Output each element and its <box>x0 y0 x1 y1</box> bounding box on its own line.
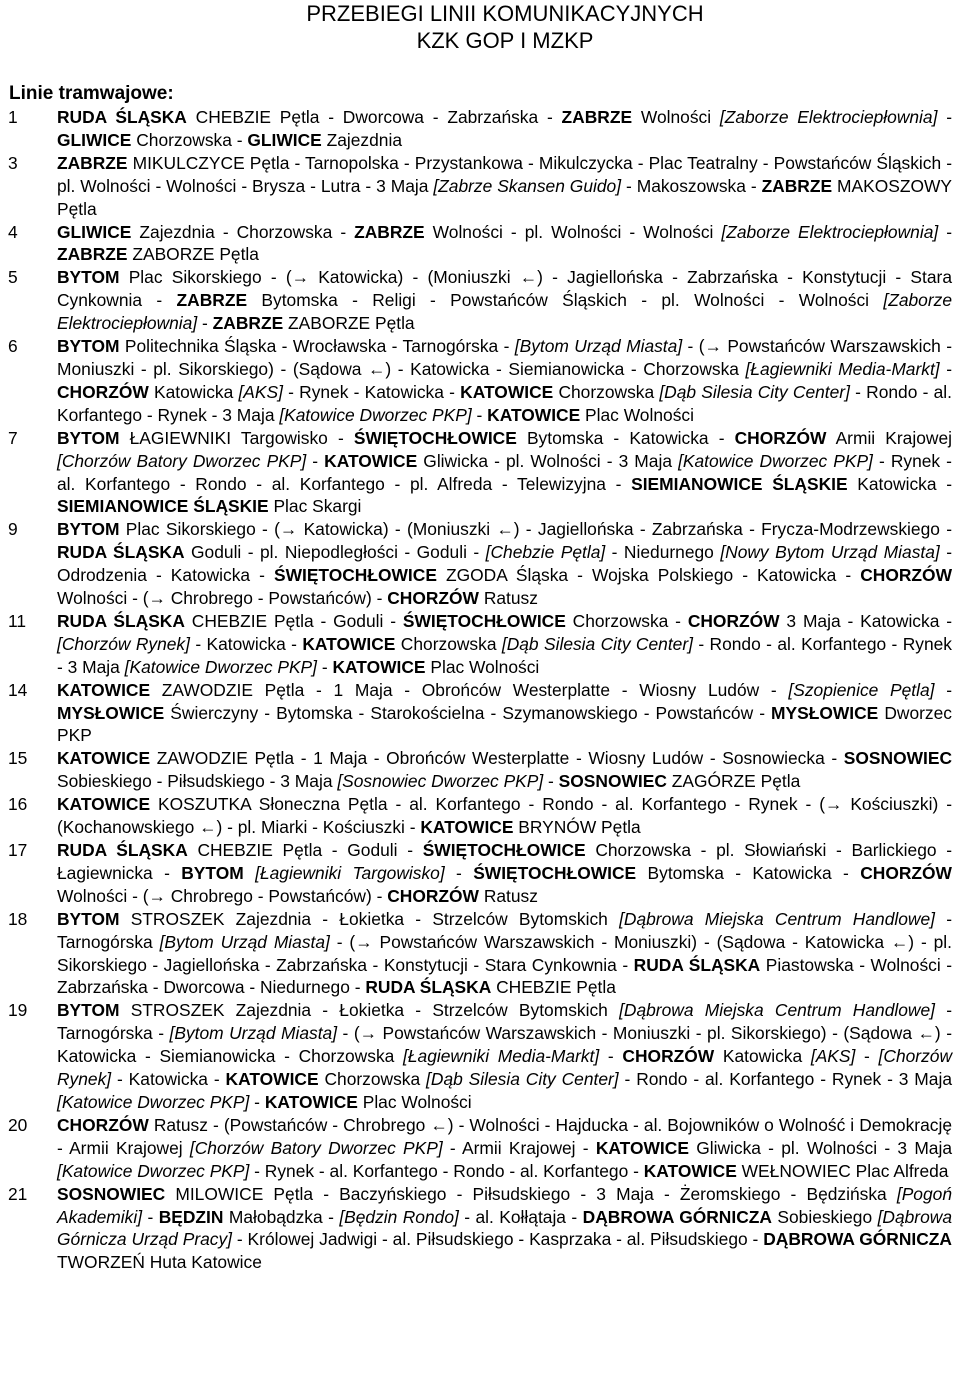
stop-landmark: [Będzin Rondo] <box>339 1206 459 1227</box>
stop-landmark: [Katowice Dworzec PKP] <box>124 656 317 677</box>
city-name: CHORZÓW <box>860 565 952 586</box>
city-name: BYTOM <box>57 908 120 929</box>
city-name: GLIWICE <box>57 221 132 242</box>
stop-landmark: [Łagiewniki Media-Markt] <box>745 358 940 379</box>
route-segment: Małobądzka - <box>223 1206 340 1227</box>
route-number: 11 <box>8 610 27 631</box>
stop-landmark: [Dąb Silesia City Center] <box>659 381 850 402</box>
route-segment: - <box>197 313 213 334</box>
route-description <box>57 1114 952 1183</box>
city-name: RUDA ŚLĄSKA <box>57 610 185 631</box>
city-name: ZABRZE <box>212 313 284 334</box>
route-segment: Plac Wolności <box>580 404 694 425</box>
route-segment: Chorzowska <box>318 1069 427 1090</box>
city-name: ZABRZE <box>176 290 248 311</box>
city-name: CHORZÓW <box>387 588 479 609</box>
route-segment: - Tarnogórska - <box>57 1000 953 1044</box>
city-name: KATOWICE <box>487 404 581 425</box>
route-description <box>57 427 952 519</box>
route-description <box>57 1183 952 1275</box>
route-segment: ZABORZE Pętla <box>283 313 415 334</box>
route-number: 21 <box>8 1183 28 1204</box>
city-name: KATOWICE <box>332 656 426 677</box>
route-number: 15 <box>8 748 28 769</box>
route-segment: - Rynek - Katowicka - <box>282 381 461 402</box>
route-row <box>0 266 960 335</box>
stop-landmark: [Katowice Dworzec PKP] <box>57 1091 250 1112</box>
stop-landmark: [Łagiewniki Targowisko] <box>255 862 445 883</box>
city-name: KATOWICE <box>643 1160 737 1181</box>
route-row <box>0 518 960 610</box>
city-name: BĘDZIN <box>158 1206 224 1227</box>
route-segment: ZAWODZIE Pętla - 1 Maja - Obrońców Westerplatte - Wiosny Ludów - <box>150 679 789 700</box>
route-segment: MAKOSZOWY Pętla <box>57 175 952 219</box>
city-name: KATOWICE <box>324 450 418 471</box>
route-description <box>57 221 952 267</box>
route-segment: STROSZEK Zajezdnia - Łokietka - Strzelców Bytomskich <box>119 908 620 929</box>
stop-landmark: [Łagiewniki Media-Markt] <box>403 1046 600 1067</box>
route-segment: CHEBZIE Pętla - Dworcowa - Zabrzańska - <box>186 107 562 127</box>
route-segment: - Rondo - al. Korfantego - Rynek - 3 Maja <box>57 633 953 677</box>
route-segment: ZAWODZIE Pętla - 1 Maja - Obrońców Westerplatte - Wiosny Ludów - Sosnowiecka - <box>150 748 844 769</box>
city-name: SIEMIANOWICE ŚLĄSKIE <box>631 473 848 494</box>
route-segment: Bytomska - Katowicka - <box>516 427 735 448</box>
city-name: CHORZÓW <box>57 381 149 402</box>
city-name: ŚWIĘTOCHŁOWICE <box>422 840 586 860</box>
route-segment: Wolności - pl. Wolności - Wolności <box>424 221 722 242</box>
route-segment: ZABORZE Pętla <box>127 244 259 265</box>
route-description <box>57 999 952 1114</box>
route-segment: Bytomska - Religi - Powstańców Śląskich - pl. Wolności - Wolności <box>247 290 884 311</box>
route-segment: Plac Wolności <box>425 656 540 677</box>
route-segment: - Armii Krajowej - <box>442 1137 596 1158</box>
route-row <box>0 610 960 679</box>
route-row <box>0 221 960 267</box>
route-segment: - Katowicka - <box>111 1069 226 1090</box>
city-name: GLIWICE <box>57 129 132 150</box>
stop-landmark: [Zaborze Elektrociepłownia] <box>721 221 939 242</box>
stop-landmark: [Bytom Urząd Miasta] <box>169 1023 338 1044</box>
route-description <box>57 908 952 1000</box>
route-segment: CHEBZIE Pętla <box>491 977 616 998</box>
stop-landmark: [Bytom Urząd Miasta] <box>514 336 683 357</box>
city-name: CHORZÓW <box>57 1114 149 1135</box>
city-name: ŚWIĘTOCHŁOWICE <box>353 427 517 448</box>
route-segment: Wolności - (→ Chrobrego - Powstańców) - <box>57 885 388 906</box>
route-number: 16 <box>8 794 28 815</box>
route-segment: Plac Wolności <box>357 1091 472 1112</box>
stop-landmark: [Dąbrowa Miejska Centrum Handlowe] <box>619 908 935 929</box>
route-segment: Bytomska - Katowicka - <box>636 862 861 883</box>
route-segment: Zajezdnia - Chorzowska - <box>131 221 355 242</box>
city-name: BYTOM <box>181 862 244 883</box>
city-name: BYTOM <box>57 336 120 357</box>
route-number: 14 <box>8 679 28 700</box>
route-description <box>57 747 952 793</box>
city-name: RUDA ŚLĄSKA <box>57 542 185 563</box>
route-segment: Plac Sikorskiego - (→ Katowicka) - (Moniuszki ←) - Jagiellońska - Zabrzańska - Frycza-Modrzewskiego - <box>119 519 952 540</box>
route-segment: MILOWICE Pętla - Baczyńskiego - Piłsudskiego - 3 Maja - Żeromskiego - Będzińska <box>165 1183 897 1204</box>
city-name: KATOWICE <box>302 633 396 654</box>
route-row <box>0 679 960 748</box>
city-name: SOSNOWIEC <box>843 748 952 769</box>
stop-landmark: [Katowice Dworzec PKP] <box>678 450 873 471</box>
route-number: 3 <box>8 152 18 173</box>
stop-landmark: [Dąbrowa Miejska Centrum Handlowe] <box>619 1000 935 1021</box>
stop-landmark: [Zabrze Skansen Guido] <box>433 175 622 196</box>
city-name: RUDA ŚLĄSKA <box>57 107 187 127</box>
route-segment: - <box>142 1206 159 1227</box>
route-segment: - <box>306 450 325 471</box>
route-number: 9 <box>8 519 18 540</box>
route-segment: - (→ Powstańców Warszawskich - Moniuszki - pl. Sikorskiego) - (Sądowa ←) - Katowicka - Siemianowicka - Chorzowska <box>57 1023 952 1067</box>
stop-landmark: [Chorzów Rynek] <box>57 1046 952 1090</box>
route-segment: Katowicka - <box>847 473 952 494</box>
route-description <box>57 610 952 679</box>
route-segment: Ratusz <box>478 885 538 906</box>
stop-landmark: [Nowy Bytom Urząd Miasta] <box>720 542 940 563</box>
route-segment: MIKULCZYCE Pętla - Tarnopolska - Przystankowa - Mikulczycka - Plac Teatralny - Powstańców Śląskich - pl. Wolności - Wolności - Brysza - Lutra - 3 Maja <box>57 152 952 196</box>
route-segment: Gliwicka - pl. Wolności - 3 Maja <box>688 1137 953 1158</box>
route-segment: Sobieskiego - Piłsudskiego - 3 Maja <box>57 771 338 792</box>
route-row <box>0 152 960 221</box>
city-name: DĄBROWA GÓRNICZA <box>582 1206 772 1227</box>
route-segment: CHEBZIE Pętla - Goduli - <box>187 840 423 860</box>
city-name: BYTOM <box>57 1000 120 1021</box>
route-number: 1 <box>8 107 18 127</box>
route-segment: CHEBZIE Pętla - Goduli - <box>184 610 403 631</box>
route-segment: - <box>937 107 953 127</box>
city-name: ZABRZE <box>57 152 128 173</box>
route-segment: - (→ Powstańców Warszawskich - Moniuszki - pl. Sikorskiego) - (Sądowa ←) - Katowicka - Siemianowicka - Chorzowska <box>57 336 952 379</box>
route-segment: - al. Kołłątaja - <box>458 1206 583 1227</box>
city-name: KATOWICE <box>595 1137 689 1158</box>
route-segment: Chorzowska - <box>131 129 248 150</box>
route-segment: Goduli - pl. Niepodległości - Goduli - <box>184 542 486 563</box>
route-segment: - <box>471 404 488 425</box>
route-segment: - <box>855 1046 879 1067</box>
route-segment: 3 Maja - Katowicka - <box>779 610 953 631</box>
route-segment: - <box>543 771 559 792</box>
route-segment: - Tarnogórska <box>57 908 953 952</box>
stop-landmark: [Dąb Silesia City Center] <box>501 633 693 654</box>
city-name: KATOWICE <box>57 679 151 700</box>
route-segment: TWORZEŃ Huta Katowice <box>57 1252 262 1273</box>
route-list <box>0 106 960 1274</box>
route-segment: Piastowska - Wolności - Zabrzańska - Dworcowa - Niedurnego - <box>57 954 953 998</box>
route-description <box>57 839 952 908</box>
route-segment: Zajezdnia <box>321 129 402 150</box>
route-segment: Katowicka <box>714 1046 811 1067</box>
route-number: 6 <box>8 336 18 357</box>
stop-landmark: [Chorzów Batory Dworzec PKP] <box>57 450 307 471</box>
route-segment: Chorzowska - <box>565 610 688 631</box>
route-segment: - Rynek - al. Korfantego - Rondo - al. Korfantego - <box>249 1160 644 1181</box>
city-name: KATOWICE <box>264 1091 358 1112</box>
city-name: MYSŁOWICE <box>57 702 165 723</box>
route-row <box>0 335 960 427</box>
route-description <box>57 152 952 221</box>
city-name: CHORZÓW <box>622 1046 715 1067</box>
route-row <box>0 908 960 1000</box>
route-description <box>57 106 952 152</box>
route-number: 4 <box>8 221 18 242</box>
route-row <box>0 999 960 1114</box>
route-segment: - Rynek - al. Korfantego - Rondo - al. Korfantego - pl. Alfreda - Telewizyjna - <box>57 450 952 494</box>
route-segment: Politechnika Śląska - Wrocławska - Tarnogórska - <box>119 336 515 357</box>
route-segment: - Makoszowska - <box>621 175 762 196</box>
route-number: 5 <box>8 267 18 288</box>
city-name: CHORZÓW <box>860 862 952 883</box>
route-segment: Sobieskiego <box>771 1206 878 1227</box>
stop-landmark: [Katowice Dworzec PKP] <box>57 1160 250 1181</box>
city-name: ZABRZE <box>561 107 633 127</box>
city-name: SOSNOWIEC <box>558 771 667 792</box>
route-segment: - (→ Powstańców Warszawskich - Moniuszki) - (Sądowa - Katowicka ←) - pl. Sikorskiego - Jagiellońska - Zabrzańska - Konstytucji - Stara Cynkownia - <box>57 931 953 975</box>
route-row <box>0 839 960 908</box>
stop-landmark: [Zaborze Elektrociepłownia] <box>719 107 938 127</box>
stop-landmark: [Chorzów Batory Dworzec PKP] <box>189 1137 443 1158</box>
route-row <box>0 793 960 839</box>
route-segment: Plac Skargi <box>268 496 362 517</box>
route-segment: - Niedurnego <box>605 542 721 563</box>
route-segment: Świerczyny - Bytomska - Starokościelna - Szymanowskiego - Powstańców - <box>164 702 772 723</box>
city-name: CHORZÓW <box>734 427 827 448</box>
route-segment: - <box>444 862 474 883</box>
route-segment: STROSZEK Zajezdnia - Łokietka - Strzelców Bytomskich <box>119 1000 620 1021</box>
document-title-line-1: PRZEBIEGI LINII KOMUNIKACYJNYCH <box>306 1 704 26</box>
stop-landmark: [Dąbrowa Górnicza Urząd Pracy] <box>57 1206 952 1250</box>
stop-landmark: [Dąb Silesia City Center] <box>426 1069 619 1090</box>
route-number: 17 <box>8 840 28 860</box>
city-name: MYSŁOWICE <box>771 702 879 723</box>
route-segment: - Rondo - al. Korfantego - Rynek - 3 Maja <box>57 381 952 425</box>
city-name: ŚWIĘTOCHŁOWICE <box>402 610 566 631</box>
route-segment: ŁAGIEWNIKI Targowisko - <box>119 427 354 448</box>
route-segment: - Katowicka - <box>189 633 303 654</box>
route-segment: Gliwicka - pl. Wolności - 3 Maja <box>417 450 679 471</box>
route-segment: Ratusz - (Powstańców - Chrobrego ←) - Wolności - Hajducka - al. Bojowników o Wolność i Demokrację - Armii Krajowej <box>57 1114 952 1158</box>
route-segment: - <box>249 1091 265 1112</box>
stop-landmark: [Pogoń Akademiki] <box>57 1183 952 1227</box>
stop-landmark: [Katowice Dworzec PKP] <box>279 404 472 425</box>
section-heading-tram-lines: Linie tramwajowe: <box>9 83 174 104</box>
route-segment: ZGODA Śląska - Wojska Polskiego - Katowicka - <box>436 565 861 586</box>
city-name: KATOWICE <box>225 1069 319 1090</box>
city-name: SIEMIANOWICE ŚLĄSKIE <box>57 496 269 517</box>
city-name: ŚWIĘTOCHŁOWICE <box>273 565 437 586</box>
route-description <box>57 793 952 839</box>
city-name: BYTOM <box>57 519 120 540</box>
route-segment: Katowicka <box>148 381 239 402</box>
city-name: RUDA ŚLĄSKA <box>633 954 761 975</box>
city-name: BYTOM <box>57 427 120 448</box>
city-name: KATOWICE <box>57 748 151 769</box>
route-segment: Plac Sikorskiego - (→ Katowicka) - (Moniuszki ←) - Jagiellońska - Zabrzańska - Konstytucji - Stara Cynkownia - <box>57 267 952 311</box>
page-header <box>0 0 960 54</box>
stop-landmark: [Zaborze Elektrociepłownia] <box>57 290 952 334</box>
stop-landmark: [Sosnowiec Dworzec PKP] <box>337 771 544 792</box>
city-name: RUDA ŚLĄSKA <box>57 840 188 860</box>
route-segment: - <box>317 656 333 677</box>
route-segment: Wolności <box>632 107 720 127</box>
route-segment: - <box>938 221 953 242</box>
city-name: KATOWICE <box>57 794 151 815</box>
stop-landmark: [Chebzie Pętla] <box>485 542 606 563</box>
route-number: 20 <box>8 1114 28 1135</box>
route-segment: - Odrodzenia - Katowicka - <box>57 542 953 586</box>
city-name: KATOWICE <box>420 817 514 838</box>
route-segment: - Rondo - al. Korfantego - Rynek - 3 Maja <box>618 1069 952 1090</box>
route-segment: Dworzec PKP <box>57 702 952 746</box>
route-row <box>0 1114 960 1183</box>
city-name: CHORZÓW <box>687 610 780 631</box>
route-segment: Armii Krajowej <box>826 427 952 448</box>
route-segment: BRYNÓW Pętla <box>513 817 641 838</box>
city-name: CHORZÓW <box>387 885 479 906</box>
stop-landmark: [Bytom Urząd Miasta] <box>159 931 330 952</box>
route-segment: WEŁNOWIEC Plac Alfreda <box>736 1160 949 1181</box>
route-segment: Chorzowska <box>395 633 502 654</box>
city-name: ZABRZE <box>57 244 128 265</box>
stop-landmark: [Szopienice Pętla] <box>788 679 935 700</box>
stop-landmark: [AKS] <box>238 381 283 402</box>
route-description <box>57 518 952 610</box>
route-segment: - <box>599 1046 623 1067</box>
route-row <box>0 747 960 793</box>
city-name: ZABRZE <box>354 221 425 242</box>
route-segment: KOSZUTKA Słoneczna Pętla - al. Korfantego - Rondo - al. Korfantego - Rynek - (→ Kościuszki) - (Kochanowskiego ←) - pl. Miarki - Kościuszki - <box>57 794 952 838</box>
route-number: 7 <box>8 427 18 448</box>
route-number: 18 <box>8 908 28 929</box>
city-name: ŚWIĘTOCHŁOWICE <box>473 862 637 883</box>
city-name: ZABRZE <box>761 175 833 196</box>
stop-landmark: [Chorzów Rynek] <box>57 633 190 654</box>
route-segment <box>244 863 255 883</box>
city-name: GLIWICE <box>247 129 322 150</box>
route-segment: Wolności - (→ Chrobrego - Powstańców) - <box>57 588 388 609</box>
stop-landmark: [AKS] <box>810 1046 856 1067</box>
route-description <box>57 266 952 335</box>
route-description <box>57 335 952 427</box>
city-name: BYTOM <box>57 267 120 288</box>
route-segment: - <box>939 358 952 379</box>
route-row <box>0 427 960 519</box>
document-title-line-2: KZK GOP I MZKP <box>416 28 594 53</box>
route-description <box>57 679 952 748</box>
route-segment: Chorzowska - pl. Słowiański - Barlickiego - Łagiewnicka - <box>57 840 952 883</box>
route-segment: - Królowej Jadwigi - al. Piłsudskiego - Kasprzaka - al. Piłsudskiego - <box>232 1229 764 1250</box>
city-name: RUDA ŚLĄSKA <box>365 977 492 998</box>
city-name: DĄBROWA GÓRNICZA <box>763 1229 952 1250</box>
route-segment: ZAGÓRZE Pętla <box>666 771 801 792</box>
route-number: 19 <box>8 1000 28 1021</box>
route-segment: - <box>934 679 952 700</box>
route-segment: Ratusz <box>478 588 538 609</box>
city-name: KATOWICE <box>460 381 554 402</box>
route-row <box>0 1183 960 1275</box>
city-name: SOSNOWIEC <box>57 1183 166 1204</box>
route-row <box>0 106 960 152</box>
route-segment: Chorzowska <box>553 381 660 402</box>
